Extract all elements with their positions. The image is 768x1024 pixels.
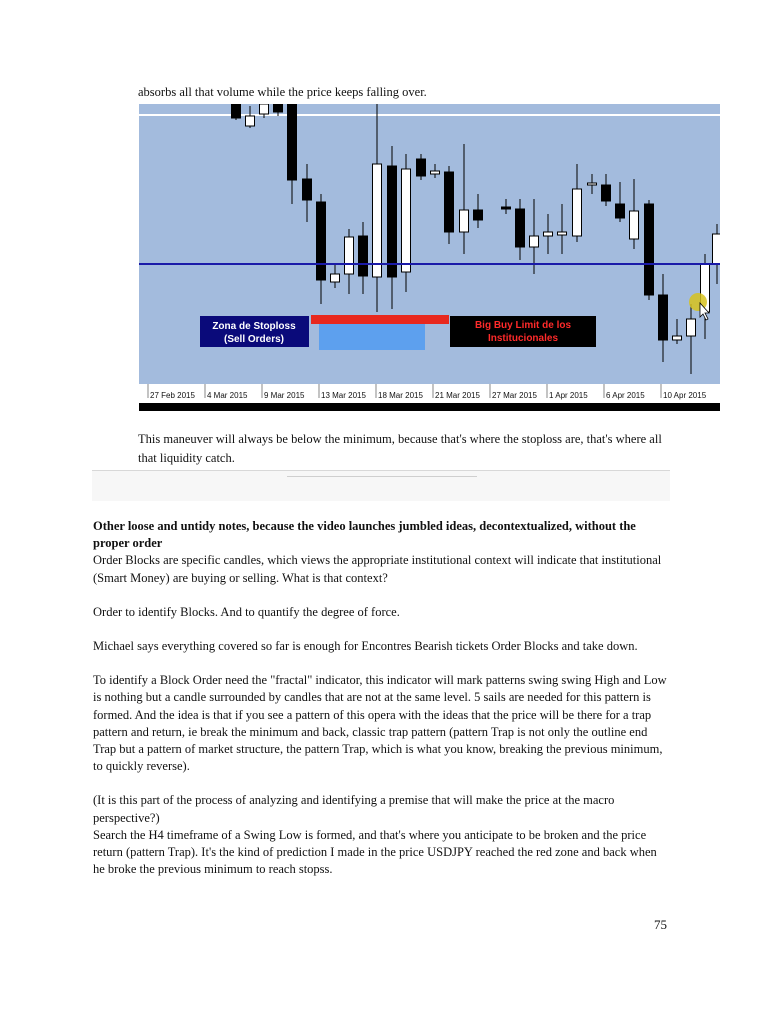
x-tick-label: 18 Mar 2015: [378, 391, 423, 400]
candle-body: [530, 236, 539, 247]
candle-body: [388, 166, 397, 277]
x-tick-label: 27 Mar 2015: [492, 391, 537, 400]
x-tick-label: 9 Mar 2015: [264, 391, 305, 400]
candle-body: [331, 274, 340, 282]
candle-body: [544, 232, 553, 236]
paragraph: (It is this part of the process of analyzing and identifying a premise that will make the price at the macro perspective?): [93, 793, 615, 825]
x-tick-label: 21 Mar 2015: [435, 391, 480, 400]
notes-heading: Other loose and untidy notes, because the video launches jumbled ideas, decontextualized, without the proper order: [93, 519, 636, 551]
stoploss-label-line1: Zona de Stoploss: [212, 321, 296, 332]
candle-body: [288, 104, 297, 180]
paragraph: Order to identify Blocks. And to quantify the degree of force.: [93, 604, 400, 619]
candle-body: [502, 207, 511, 209]
candle-body: [359, 236, 368, 276]
notes-section: [93, 518, 671, 878]
candle-body: [713, 234, 721, 264]
separator-band: [92, 470, 670, 501]
candle-body: [673, 336, 682, 340]
paragraph: Order Blocks are specific candles, which views the appropriate institutional context will indicate that institutional (Smart Money) are buying or selling. What is that context?: [93, 553, 662, 585]
candle-body: [246, 116, 255, 126]
paragraph: Michael says everything covered so far is enough for Encontres Bearish tickets Order Blocks and take down.: [93, 639, 638, 654]
candle-body: [317, 202, 326, 280]
x-tick-label: 6 Apr 2015: [606, 391, 645, 400]
bottom-bar: [139, 403, 720, 411]
candle-body: [516, 209, 525, 247]
candle-body: [687, 319, 696, 336]
paragraph: Search the H4 timeframe of a Swing Low is formed, and that's where you anticipate to be broken and the price return (pattern Trap). It's the kind of prediction I made in the price USDJPY reached the red zone and back when he broke the previous minimum to reach stopss.: [93, 827, 657, 877]
x-tick-label: 13 Mar 2015: [321, 391, 366, 400]
candlestick-chart-image: [139, 104, 720, 411]
candlestick-chart: [139, 104, 720, 411]
candle-body: [588, 183, 597, 185]
buy-limit-line: [311, 315, 449, 324]
buy-limit-label-line1: Big Buy Limit de los: [474, 320, 572, 331]
candle-body: [345, 237, 354, 274]
candle-body: [402, 169, 411, 272]
candle-body: [260, 104, 269, 114]
paragraph: To identify a Block Order need the "fractal" indicator, this indicator will mark patterns swing swing High and Low is nothing but a candle surrounded by candles that are not at the same level. 5 sails are needed for this pattern is formed. And the idea is that if you see a pattern of this opera with the ideas that the price will be there for a trap pattern and return, ie break the minimum and back, classic trap pattern (pattern Trap is not only the outline end Trap but a pattern of market structure, the pattern Trap, which is what you know, breaking the previous minimum, to quickly reverse).: [93, 673, 667, 774]
candle-body: [616, 204, 625, 218]
candle-body: [373, 164, 382, 277]
candle-body: [431, 171, 440, 174]
x-tick-label: 4 Mar 2015: [207, 391, 248, 400]
x-tick-label: 27 Feb 2015: [150, 391, 195, 400]
x-tick-label: 10 Apr 2015: [663, 391, 707, 400]
candle-body: [417, 159, 426, 176]
candle-body: [474, 210, 483, 220]
candle-body: [630, 211, 639, 239]
candle-body: [659, 295, 668, 340]
candle-body: [645, 204, 654, 295]
page-number: 75: [654, 917, 667, 932]
x-tick-label: 1 Apr 2015: [549, 391, 588, 400]
candle-body: [274, 104, 283, 112]
intro-text: absorbs all that volume while the price keeps falling over.: [138, 85, 427, 99]
separator-line-inner: [287, 476, 477, 477]
candle-body: [445, 172, 454, 232]
candle-body: [232, 104, 241, 118]
candle-body: [573, 189, 582, 236]
candle-body: [303, 179, 312, 200]
stoploss-label-line2: (Sell Orders): [223, 334, 285, 345]
candle-body: [460, 210, 469, 232]
candle-body: [558, 232, 567, 235]
buy-limit-label-line2: Institucionales: [487, 333, 559, 344]
paragraph-after-chart: This maneuver will always be below the minimum, because that's where the stoploss are, that's where all that liquidity catch.: [138, 432, 662, 465]
separator-line: [92, 470, 670, 471]
candle-body: [602, 185, 611, 201]
